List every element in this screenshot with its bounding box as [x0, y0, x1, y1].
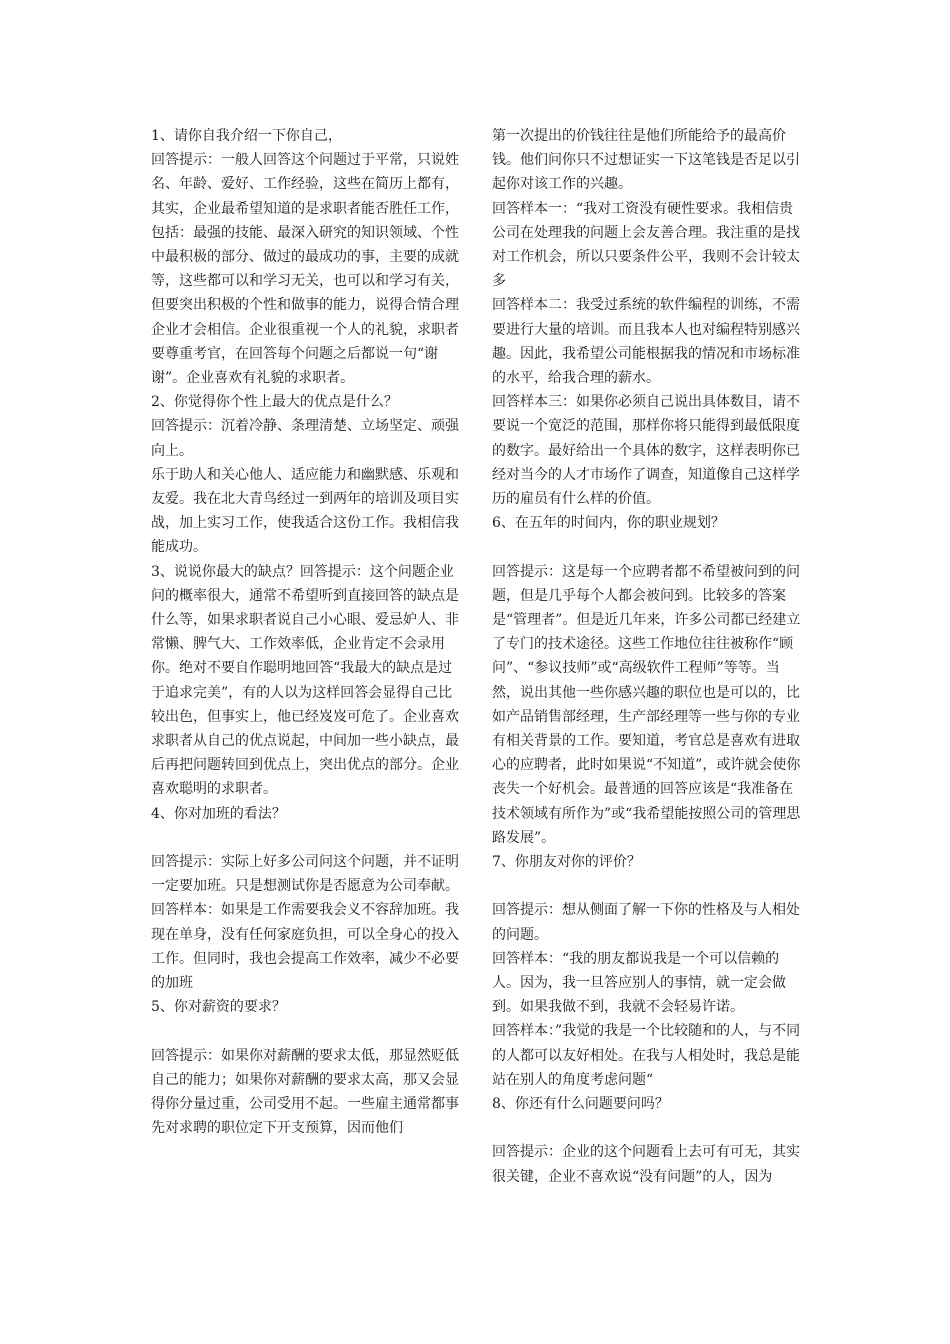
- question-1-hint: 回答提示：一般人回答这个问题过于平常，只说姓名、年龄、爱好、工作经验，这些在简历上都有，其实，企业最希望知道的是求职者能否胜任工作，包括：最强的技能、最深入研究的知识领域、个性中最积极的部分、做过的最成功的事，主要的成就等，这些都可以和学习无关，也可以和学习有关，但要突出积极的个性和做事的能力，说得合情合理企业才会相信。企业很重视一个人的礼貌，求职者要尊重考官，在回答每个问题之后都说一句“谢谢”。企业喜欢有礼貌的求职者。: [151, 152, 459, 387]
- blank-line: [151, 1020, 461, 1044]
- question-1: 1、请你自我介绍一下你自己，: [151, 128, 342, 144]
- question-5-sample-2: 回答样本二：我受过系统的软件编程的训练，不需要进行大量的培训。而且我本人也对编程特别感兴趣。因此，我希望公司能根据我的情况和市场标准的水平，给我合理的薪水。: [492, 297, 800, 387]
- right-column: [492, 124, 804, 1189]
- question-7: 7、你朋友对你的评价？: [492, 854, 641, 871]
- question-7-hint: 回答提示：想从侧面了解一下你的性格及与人相处的问题。: [492, 902, 800, 943]
- question-5-hint: 回答提示：如果你对薪酬的要求太低，那显然贬低自己的能力；如果你对薪酬的要求太高，那又会显得你分量过重，公司受用不起。一些雇主通常都事先对求聘的职位定下开支预算，因而他们: [151, 1047, 459, 1137]
- question-4-hint: 回答提示：实际上好多公司问这个问题，并不证明一定要加班。只是想测试你是否愿意为公司奉献。: [151, 854, 459, 895]
- question-5-continued: 第一次提出的价钱往往是他们所能给予的最高价钱。他们问你只不过想证实一下这笔钱是否足以引起你对该工作的兴趣。: [492, 128, 800, 193]
- blank-line: [492, 874, 804, 898]
- question-5-sample-1: 回答样本一：“我对工资没有硬性要求。我相信贵公司在处理我的问题上会友善合理。我注重的是找对工作机会，所以只要条件公平，我则不会计较太多: [492, 200, 800, 290]
- question-5-sample-3: 回答样本三：如果你必须自己说出具体数目，请不要说一个宽泛的范围，那样你将只能得到最低限度的数字。最好给出一个具体的数字，这样表明你已经对当今的人才市场作了调查，知道像自己这样学历的雇员有什么样的价值。: [492, 394, 800, 508]
- blank-line: [492, 535, 804, 559]
- question-2-hint: 回答提示：沉着冷静、条理清楚、立场坚定、顽强向上。: [151, 418, 459, 459]
- question-8: 8、你还有什么问题要问吗？: [492, 1096, 669, 1113]
- question-6: 6、在五年的时间内，你的职业规划？: [492, 515, 725, 532]
- blank-line: [492, 1116, 804, 1140]
- question-2: 2、你觉得你个性上最大的优点是什么？: [151, 394, 398, 411]
- question-6-hint: 回答提示：这是每一个应聘者都不希望被问到的问题，但是几乎每个人都会被问到。比较多的答案是“管理者”。但是近几年来，许多公司都已经建立了专门的技术途径。这些工作地位往往被称作“顾问”、“参议技师”或“高级软件工程师”等等。当然，说出其他一些你感兴趣的职位也是可以的，比如产品销售部经理，生产部经理等一些与你的专业有相关背景的工作。要知道，考官总是喜欢有进取心的应聘者，此时如果说“不知道”，或许就会使你丧失一个好机会。最普通的回答应该是“我准备在技术领域有所作为”或“我希望能按照公司的管理思路发展”。: [492, 563, 801, 846]
- question-5: 5、你对薪资的要求？: [151, 999, 286, 1016]
- question-7-sample-2: 回答样本：”我觉的我是一个比较随和的人，与不同的人都可以友好相处。在我与人相处时，我总是能站在别人的角度考虑问题“: [492, 1023, 801, 1088]
- blank-line: [151, 826, 461, 850]
- question-2-more: 乐于助人和关心他人、适应能力和幽默感、乐观和友爱。我在北大青鸟经过一到两年的培训及项目实战，加上实习工作，使我适合这份工作。我相信我能成功。: [151, 466, 459, 556]
- left-column: [151, 124, 461, 1141]
- question-4: 4、你对加班的看法？: [151, 805, 286, 822]
- question-4-sample: 回答样本：如果是工作需要我会义不容辞加班。我现在单身，没有任何家庭负担，可以全身心的投入工作。但同时，我也会提高工作效率，减少不必要的加班: [151, 902, 459, 992]
- question-3: 3、说说你最大的缺点？回答提示：这个问题企业问的概率很大，通常不希望听到直接回答的缺点是什么等，如果求职者说自己小心眼、爱忌妒人、非常懒、脾气大、工作效率低，企业肯定不会录用你。绝对不要自作聪明地回答“我最大的缺点是过于追求完美”，有的人以为这样回答会显得自己比较出色，但事实上，他已经岌岌可危了。企业喜欢求职者从自己的优点说起，中间加一些小缺点，最后再把问题转回到优点上，突出优点的部分。企业喜欢聪明的求职者。: [151, 563, 459, 798]
- question-7-sample-1: 回答样本：“我的朋友都说我是一个可以信赖的人。因为，我一旦答应别人的事情，就一定会做到。如果我做不到，我就不会轻易许诺。: [492, 950, 786, 1016]
- question-8-hint: 回答提示：企业的这个问题看上去可有可无，其实很关键，企业不喜欢说“没有问题”的人，因为: [492, 1144, 800, 1185]
